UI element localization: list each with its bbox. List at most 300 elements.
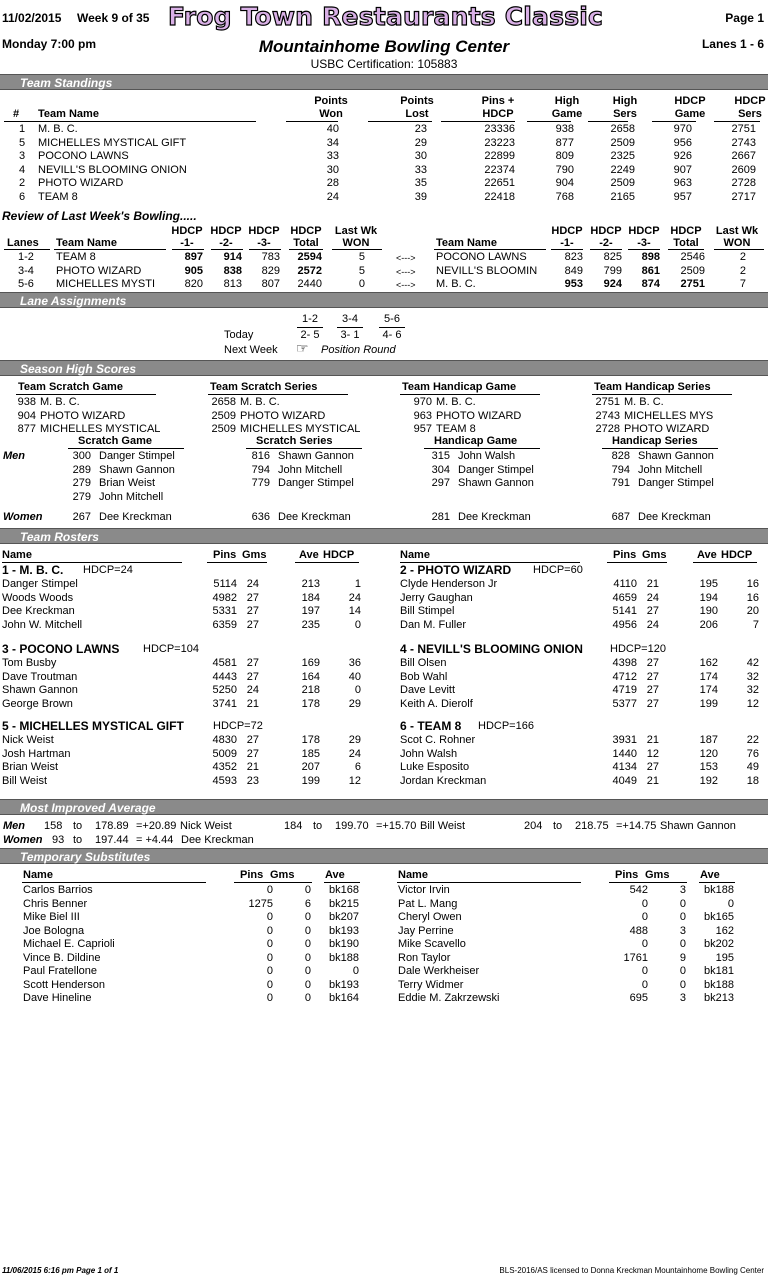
subs-header-ave: Ave (700, 869, 720, 881)
roster-player-pins: 5331 (212, 605, 237, 618)
sub-ave: bk164 (329, 992, 359, 1004)
men-high-name: Danger Stimpel (99, 450, 175, 462)
team-cat-team: PHOTO WIZARD (240, 409, 326, 422)
sub-ave: bk207 (329, 911, 359, 923)
roster-team-hdcp: HDCP=72 (213, 720, 263, 732)
roster-player-name: Bill Weist (2, 774, 48, 787)
review-score-a: 2594 (297, 251, 322, 263)
men-high-score: 779 (251, 477, 270, 490)
roster-rule (295, 562, 359, 563)
sub-name: Ron Taylor (398, 951, 451, 964)
standing-hg: 790 (555, 163, 574, 176)
roster-header-pins: Pins (613, 549, 637, 561)
review-score-b: 2546 (680, 251, 705, 263)
header-rule (4, 121, 256, 122)
standing-won: 40 (326, 123, 339, 135)
subs-rule (609, 882, 687, 883)
sub-pins: 0 (266, 938, 273, 950)
sub-pins: 0 (641, 897, 648, 910)
most-improved-bar (0, 799, 768, 815)
roster-player-ave: 218 (301, 684, 320, 697)
sub-name: Mike Scavello (398, 938, 466, 950)
women-label: Women (3, 511, 43, 523)
roster-player-hdcp: 24 (348, 591, 361, 604)
improved-to-word: to (73, 834, 83, 846)
roster-player-gms: 27 (646, 697, 659, 710)
standing-pins: 23223 (484, 136, 515, 149)
roster-player-hdcp: 40 (348, 670, 361, 683)
roster-player-name: Jordan Kreckman (400, 774, 487, 787)
subs-header-gms: Gms (270, 869, 295, 881)
men-high-name: Shawn Gannon (99, 463, 175, 476)
standing-hs: 2658 (610, 123, 635, 135)
subs-header-pins: Pins (240, 869, 264, 881)
team-cat-team: TEAM 8 (436, 423, 476, 436)
roster-player-hdcp: 29 (348, 697, 361, 710)
review-score-a: 838 (223, 264, 242, 277)
roster-player-ave: 187 (699, 734, 718, 746)
sub-name: Terry Widmer (398, 978, 464, 991)
roster-player-ave: 199 (301, 774, 320, 787)
header-rule (286, 121, 338, 122)
roster-header-hdcp: HDCP (323, 549, 355, 561)
sub-gms: 0 (304, 924, 311, 937)
roster-player-name: Clyde Henderson Jr (400, 578, 498, 590)
sub-ave: bk202 (704, 938, 734, 950)
review-score-b: 874 (641, 278, 660, 290)
review-header-g2: HDCP (590, 225, 622, 237)
roster-player-hdcp: 32 (746, 670, 759, 683)
team-cat-team: PHOTO WIZARD (624, 423, 710, 436)
header-rule (714, 121, 760, 122)
roster-header-name: Name (2, 549, 32, 561)
roster-player-gms: 24 (246, 578, 259, 590)
review-rule (172, 249, 204, 250)
men-high-score: 279 (72, 490, 91, 503)
sub-name: Michael E. Caprioli (23, 938, 115, 950)
roster-player-name: Bob Wahl (400, 670, 448, 683)
sub-name: Carlos Barrios (23, 884, 93, 896)
review-rule (54, 249, 166, 250)
roster-player-ave: 194 (699, 591, 718, 604)
standing-num: 2 (19, 177, 26, 190)
men-high-score: 279 (72, 477, 91, 490)
roster-player-ave: 195 (699, 578, 718, 590)
sub-gms: 0 (304, 911, 311, 923)
roster-player-pins: 1440 (612, 747, 637, 760)
women-high-name: Dee Kreckman (99, 511, 172, 523)
review-score-a: 820 (184, 278, 203, 290)
review-header-g1: HDCP (551, 225, 583, 237)
ind-cat-title: Handicap Series (612, 435, 698, 447)
roster-player-hdcp: 32 (746, 684, 759, 697)
lane-assignments-title: Lane Assignments (20, 294, 127, 308)
review-score-a: 829 (261, 264, 280, 277)
sub-gms: 3 (679, 924, 686, 937)
roster-player-hdcp: 0 (354, 618, 361, 631)
roster-player-pins: 3741 (212, 697, 237, 710)
standing-pins: 23336 (484, 123, 515, 135)
team-cat-rule (208, 394, 348, 395)
subs-header-ave: Ave (325, 869, 345, 881)
review-team-b: POCONO LAWNS (436, 251, 527, 263)
standing-hds: 2743 (731, 136, 756, 149)
sub-ave: 0 (352, 965, 359, 977)
subs-bar (0, 848, 768, 864)
roster-player-pins: 4134 (612, 761, 637, 774)
roster-player-gms: 21 (246, 761, 259, 774)
league-title: Frog Town Restaurants Classic (168, 2, 604, 31)
col-header-pins: Pins + (481, 95, 515, 107)
team-cat-team: M. B. C. (624, 396, 664, 408)
team-cat-title: Team Scratch Series (210, 381, 318, 393)
sub-pins: 1275 (248, 897, 273, 910)
roster-header-name: Name (400, 549, 430, 561)
lane-pair-rule (379, 327, 405, 328)
roster-header-gms: Gms (642, 549, 667, 561)
standing-num: 4 (19, 163, 26, 176)
women-high-name: Dee Kreckman (638, 511, 711, 523)
col-header-hs: High (612, 95, 638, 107)
team-rosters-title: Team Rosters (20, 530, 99, 544)
review-score-b: 823 (564, 251, 583, 263)
women-high-score: 687 (611, 511, 630, 523)
standing-hdg: 926 (673, 150, 692, 163)
roster-player-gms: 27 (246, 591, 259, 604)
season-high-title: Season High Scores (20, 362, 137, 376)
standing-won: 34 (326, 136, 339, 149)
improved-women-delta: = +4.44 (136, 834, 174, 846)
team-cat-title: Team Scratch Game (18, 381, 123, 393)
review-header-g3: -3- (637, 237, 651, 249)
roster-player-name: Josh Hartman (2, 747, 71, 760)
review-rule (714, 249, 764, 250)
roster-player-hdcp: 76 (746, 747, 759, 760)
standing-won: 24 (326, 191, 339, 203)
roster-player-gms: 27 (246, 605, 259, 618)
men-high-name: Danger Stimpel (638, 477, 714, 490)
roster-player-pins: 4712 (612, 670, 637, 683)
review-header-tot: Total (673, 237, 699, 249)
review-score-a: 807 (261, 278, 280, 290)
subs-header-gms: Gms (645, 869, 670, 881)
sub-name: Chris Benner (23, 897, 88, 910)
standing-team: NEVILL'S BLOOMING ONION (38, 163, 187, 176)
review-header-g1: -1- (560, 237, 574, 249)
improved-from: 158 (44, 820, 63, 832)
review-score-a: 5 (358, 264, 365, 277)
roster-player-gms: 21 (246, 697, 259, 710)
men-high-score: 297 (431, 477, 450, 490)
roster-player-ave: 153 (699, 761, 718, 774)
sub-name: Vince B. Dildine (23, 951, 101, 964)
review-score-b: 924 (603, 278, 622, 290)
women-high-name: Dee Kreckman (278, 511, 351, 523)
footer-print-info: 11/06/2015 6:16 pm Page 1 of 1 (2, 1266, 119, 1275)
review-arrow: <---> (396, 280, 416, 290)
women-high-score: 281 (431, 511, 450, 523)
roster-player-ave: 164 (301, 670, 320, 683)
review-arrow: <---> (396, 266, 416, 277)
review-team-b: M. B. C. (436, 278, 476, 290)
team-cat-team: M. B. C. (240, 396, 280, 408)
roster-team-hdcp: HDCP=24 (83, 564, 133, 576)
sub-ave: bk181 (704, 965, 734, 977)
team-standings-bar (0, 74, 768, 90)
review-header-team: Team Name (436, 237, 497, 249)
roster-player-name: Dave Troutman (2, 670, 78, 683)
improved-women-name: Dee Kreckman (181, 834, 254, 846)
roster-player-name: John Walsh (400, 747, 458, 760)
subs-title: Temporary Substitutes (20, 850, 151, 864)
sub-pins: 0 (266, 884, 273, 896)
roster-player-ave: 190 (699, 605, 718, 618)
review-rule (249, 249, 281, 250)
sub-name: Victor Irvin (398, 884, 450, 896)
roster-team-hdcp: HDCP=60 (533, 564, 583, 576)
sub-pins: 0 (641, 911, 648, 923)
standing-lost: 30 (414, 150, 427, 163)
roster-player-pins: 4830 (212, 734, 237, 746)
col-header-won: Points (314, 95, 348, 107)
roster-player-pins: 3931 (612, 734, 637, 746)
page-number: Page 1 (725, 11, 764, 25)
men-high-name: Brian Weist (99, 477, 156, 490)
standing-pins: 22899 (484, 150, 515, 163)
report-week: Week 9 of 35 (77, 11, 150, 25)
review-score-b: 861 (641, 264, 660, 277)
roster-player-hdcp: 16 (746, 591, 759, 604)
lane-today: 3- 1 (340, 329, 360, 341)
sub-gms: 3 (679, 992, 686, 1004)
roster-player-gms: 27 (646, 670, 659, 683)
roster-player-ave: 174 (699, 670, 718, 683)
improved-to: 218.75 (575, 820, 609, 832)
sub-pins: 695 (629, 992, 648, 1004)
ind-cat-rule (424, 448, 540, 449)
team-cat-score: 877 (17, 423, 36, 436)
improved-women-from: 93 (52, 834, 65, 846)
men-high-name: John Mitchell (99, 490, 164, 503)
review-header-g3: -3- (257, 237, 271, 249)
roster-player-gms: 27 (646, 605, 659, 618)
standing-lost: 39 (414, 191, 427, 203)
sub-ave: bk193 (329, 924, 359, 937)
improved-men-label: Men (3, 820, 25, 832)
team-cat-team: PHOTO WIZARD (436, 409, 522, 422)
sub-gms: 0 (304, 992, 311, 1004)
sub-name: Joe Bologna (23, 924, 85, 937)
col-header-won: Won (319, 108, 343, 120)
roster-player-pins: 4719 (612, 684, 637, 697)
standing-won: 28 (326, 177, 339, 190)
roster-player-ave: 192 (699, 774, 718, 787)
roster-player-hdcp: 12 (746, 697, 759, 710)
standing-lost: 23 (414, 123, 427, 135)
review-header-tot: HDCP (670, 225, 702, 237)
team-cat-title: Team Handicap Series (594, 381, 711, 393)
header-rule (441, 121, 515, 122)
team-cat-team: M. B. C. (40, 396, 80, 408)
review-rule (434, 249, 546, 250)
improved-to: 178.89 (95, 820, 129, 832)
roster-player-ave: 235 (301, 618, 320, 631)
review-header-won: WON (723, 237, 751, 249)
roster-player-hdcp: 42 (746, 657, 759, 669)
roster-player-hdcp: 0 (354, 684, 361, 697)
roster-player-gms: 21 (646, 734, 659, 746)
improved-to-word: to (553, 820, 563, 832)
sub-ave: bk188 (704, 978, 734, 991)
roster-player-name: Dan M. Fuller (400, 618, 467, 631)
sub-gms: 6 (304, 897, 311, 910)
usbc-cert: USBC Certification: 105883 (310, 57, 458, 71)
col-header-lost: Points (400, 95, 434, 107)
standing-hg: 938 (555, 123, 574, 135)
men-high-name: John Mitchell (278, 463, 343, 476)
subs-header-name: Name (23, 869, 53, 881)
review-header-g1: HDCP (171, 225, 203, 237)
sub-gms: 9 (679, 951, 686, 964)
men-high-score: 289 (72, 463, 91, 476)
pointing-hand-icon: ☞ (296, 340, 309, 356)
roster-player-name: George Brown (2, 697, 73, 710)
roster-player-hdcp: 14 (348, 605, 361, 618)
review-score-a: 5 (358, 251, 365, 263)
review-header-lanes: Lanes (7, 237, 39, 249)
roster-team-title: 5 - MICHELLES MYSTICAL GIFT (2, 719, 184, 733)
standing-team: TEAM 8 (38, 191, 78, 203)
review-rule (551, 249, 583, 250)
sub-gms: 0 (304, 965, 311, 977)
roster-player-gms: 27 (246, 734, 259, 746)
roster-player-pins: 6359 (212, 618, 237, 631)
improved-delta: =+15.70 (376, 820, 417, 832)
roster-header-ave: Ave (697, 549, 717, 561)
standing-won: 33 (326, 150, 339, 163)
sub-pins: 0 (641, 978, 648, 991)
roster-player-pins: 5009 (212, 747, 237, 760)
sub-gms: 0 (304, 951, 311, 964)
roster-player-name: Brian Weist (2, 761, 59, 774)
review-header-g3: HDCP (628, 225, 660, 237)
standing-hs: 2249 (610, 163, 635, 176)
team-cat-score: 2728 (595, 423, 620, 436)
improved-name: Shawn Gannon (660, 820, 736, 832)
col-header-team: Team Name (38, 108, 99, 120)
roster-player-gms: 27 (246, 670, 259, 683)
review-header-g2: -2- (599, 237, 613, 249)
roster-player-gms: 27 (646, 657, 659, 669)
roster-player-hdcp: 12 (348, 774, 361, 787)
roster-player-hdcp: 18 (746, 774, 759, 787)
team-cat-team: MICHELLES MYS (624, 409, 714, 422)
ind-cat-title: Handicap Game (434, 435, 518, 447)
roster-player-name: Dave Levitt (400, 684, 456, 697)
team-cat-team: M. B. C. (436, 396, 476, 408)
roster-player-gms: 27 (246, 657, 259, 669)
review-title: Review of Last Week's Bowling..... (2, 209, 197, 223)
women-high-score: 267 (72, 511, 91, 523)
roster-player-hdcp: 22 (746, 734, 759, 746)
sub-name: Scott Henderson (23, 978, 105, 991)
review-score-a: 905 (184, 264, 203, 277)
standing-hds: 2667 (731, 150, 756, 163)
sub-ave: 195 (715, 951, 734, 964)
roster-player-name: John W. Mitchell (2, 618, 83, 631)
team-cat-score: 904 (17, 409, 36, 422)
roster-player-gms: 27 (646, 761, 659, 774)
team-cat-team: MICHELLES MYSTICAL (40, 423, 161, 436)
sub-gms: 0 (679, 938, 686, 950)
men-high-score: 794 (251, 463, 270, 476)
men-high-score: 791 (611, 477, 630, 490)
standing-pins: 22418 (484, 191, 515, 203)
roster-player-name: Luke Esposito (400, 761, 470, 774)
sub-ave: bk165 (704, 911, 734, 923)
col-header-lost: Lost (405, 108, 429, 120)
review-score-a: 2572 (297, 264, 322, 277)
review-score-a: 783 (261, 251, 280, 263)
standing-hdg: 963 (673, 177, 692, 190)
standing-team: MICHELLES MYSTICAL GIFT (38, 136, 187, 149)
roster-team-title: 1 - M. B. C. (2, 563, 64, 577)
review-score-a: 813 (223, 278, 242, 290)
review-rule (289, 249, 323, 250)
sub-ave: bk215 (329, 897, 359, 910)
roster-player-gms: 12 (646, 747, 659, 760)
review-team-a: MICHELLES MYSTI (56, 278, 156, 290)
team-cat-score: 2509 (211, 423, 236, 436)
standing-hs: 2165 (610, 191, 635, 203)
most-improved-title: Most Improved Average (20, 801, 156, 815)
review-header-tot: Total (293, 237, 319, 249)
roster-team-title: 3 - POCONO LAWNS (2, 642, 120, 656)
roster-player-pins: 5377 (612, 697, 637, 710)
roster-player-ave: 178 (301, 697, 320, 710)
roster-player-gms: 23 (246, 774, 259, 787)
roster-player-name: Dee Kreckman (2, 605, 75, 618)
today-label: Today (224, 329, 254, 341)
team-cat-rule (16, 394, 156, 395)
header-rule (588, 121, 628, 122)
roster-player-gms: 24 (646, 591, 659, 604)
standing-num: 6 (19, 191, 26, 203)
subs-rule (234, 882, 312, 883)
roster-player-pins: 4443 (212, 670, 237, 683)
standing-lost: 29 (414, 136, 427, 149)
sub-pins: 1761 (623, 951, 648, 964)
roster-player-ave: 185 (301, 747, 320, 760)
men-high-name: John Mitchell (638, 463, 703, 476)
review-lanes: 5-6 (18, 278, 34, 290)
roster-player-pins: 4110 (613, 578, 637, 590)
sub-gms: 0 (304, 978, 311, 991)
sub-pins: 0 (266, 924, 273, 937)
roster-player-hdcp: 29 (348, 734, 361, 746)
team-cat-team: MICHELLES MYSTICAL (240, 423, 361, 436)
review-lanes: 1-2 (18, 251, 34, 263)
review-team-b: NEVILL'S BLOOMIN (436, 264, 538, 277)
col-header-hds: HDCP (734, 95, 766, 107)
ind-cat-rule (602, 448, 718, 449)
report-date: 11/02/2015 (2, 11, 62, 25)
women-high-name: Dee Kreckman (458, 511, 531, 523)
roster-player-gms: 24 (646, 618, 659, 631)
sub-name: Dale Werkheiser (398, 965, 480, 977)
men-high-name: Shawn Gannon (638, 450, 714, 462)
roster-player-ave: 162 (699, 657, 718, 669)
